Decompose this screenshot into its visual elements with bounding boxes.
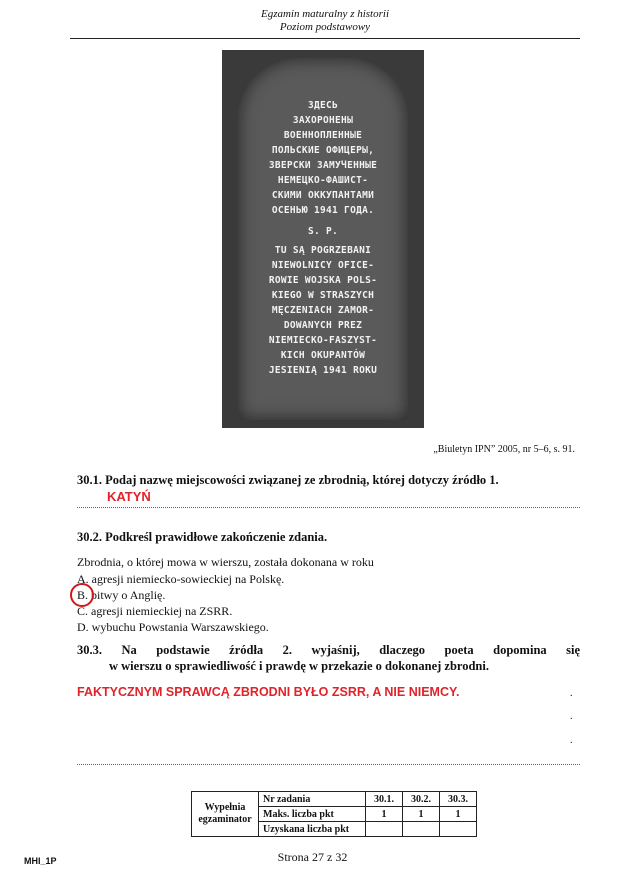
- plaque-separator: S. P.: [307, 226, 339, 237]
- row-label-max-points: Maks. liczba pkt: [259, 807, 366, 822]
- plaque-ru-line: НЕМЕЦКО-ФАШИСТ-: [277, 175, 369, 186]
- plaque-ru-line: ОСЕНЬЮ 1941 ГОДА.: [271, 205, 375, 216]
- header-level: Poziom podstawowy: [279, 21, 371, 33]
- answer-line: [77, 764, 580, 765]
- source-caption: „Biuletyn IPN” 2005, nr 5–6, s. 91.: [433, 444, 575, 455]
- plaque-pl-line: MĘCZENIACH ZAMOR-: [271, 305, 375, 316]
- dot-mark: .: [570, 688, 573, 699]
- option-d-letter: D.: [77, 620, 89, 634]
- option-d-text: wybuchu Powstania Warszawskiego.: [91, 620, 269, 634]
- question-30-1: 30.1. Podaj nazwę miejscowości związanej ze zbrodnią, której dotyczy źródło 1.: [77, 473, 499, 487]
- option-a-text: agresji niemiecko-sowieckiej na Polskę.: [91, 572, 285, 586]
- row-label-earned-points: Uzyskana liczba pkt: [259, 822, 366, 837]
- task-number-cell: 30.3.: [440, 792, 477, 807]
- plaque-ru-line: ЗВЕРСКИ ЗАМУЧЕННЫЕ: [268, 160, 378, 171]
- dot-mark: .: [570, 735, 573, 746]
- question-30-2: 30.2. Podkreśl prawidłowe zakończenie zdania.: [77, 530, 328, 544]
- plaque-pl-line: NIEMIECKO-FASZYST-: [268, 335, 378, 346]
- option-c-text: agresji niemieckiej na ZSRR.: [91, 604, 233, 618]
- plaque-ru-line: ЗАХОРОНЕНЫ: [292, 115, 354, 126]
- plaque-pl-line: KIEGO W STRASZYCH: [271, 290, 375, 301]
- row-label-task-number: Nr zadania: [259, 792, 366, 807]
- question-30-3-line1: 30.3. Na podstawie źródła 2. wyjaśnij, dlaczego poeta dopomina się: [77, 643, 580, 657]
- earned-points-cell[interactable]: [440, 822, 477, 837]
- memorial-plaque-photo: [222, 50, 424, 428]
- option-d[interactable]: [77, 619, 284, 635]
- plaque-pl-line: ROWIE WOJSKA POLS-: [268, 275, 378, 286]
- header-divider: [70, 38, 580, 39]
- plaque-stone: [238, 58, 408, 420]
- option-c-letter: C.: [77, 604, 89, 618]
- task-number-cell: 30.2.: [403, 792, 440, 807]
- header-exam-title: Egzamin maturalny z historii: [260, 8, 390, 20]
- task-number-cell: 30.1.: [366, 792, 403, 807]
- answer-30-3: FAKTYCZNYM SPRAWCĄ ZBRODNI BYŁO ZSRR, A NIE NIEMCY.: [77, 685, 460, 699]
- answer-line: [77, 507, 580, 508]
- max-points-cell: 1: [403, 807, 440, 822]
- page-number: Strona 27 z 32: [277, 850, 348, 864]
- question-30-3-line2: w wierszu o sprawiedliwość i prawdę w przekazie o dokonanej zbrodni.: [109, 659, 489, 673]
- option-a-letter: A.: [77, 572, 89, 586]
- exam-code: MHI_1P: [24, 856, 57, 866]
- max-points-cell: 1: [440, 807, 477, 822]
- option-a[interactable]: [77, 571, 284, 587]
- earned-points-cell[interactable]: [366, 822, 403, 837]
- plaque-inscription: [246, 98, 400, 378]
- plaque-pl-line: DOWANYCH PREZ: [283, 320, 363, 331]
- earned-points-cell[interactable]: [403, 822, 440, 837]
- option-c[interactable]: [77, 603, 284, 619]
- score-table: [191, 791, 477, 837]
- selected-answer-circle: [70, 583, 94, 607]
- question-30-2-stem: Zbrodnia, o której mowa w wierszu, została dokonana w roku: [77, 555, 374, 569]
- plaque-pl-line: TU SĄ POGRZEBANI: [274, 245, 372, 256]
- dot-mark: .: [570, 711, 573, 722]
- plaque-pl-line: NIEWOLNICY OFICE-: [271, 260, 375, 271]
- plaque-ru-line: ВОЕННОПЛЕННЫЕ: [283, 130, 363, 141]
- plaque-pl-line: KICH OKUPANTÓW: [280, 350, 366, 361]
- plaque-ru-line: ПОЛЬСКИЕ ОФИЦЕРЫ,: [271, 145, 375, 156]
- plaque-pl-line: JESIENIĄ 1941 ROKU: [268, 365, 378, 376]
- answer-30-1: KATYŃ: [107, 489, 151, 504]
- max-points-cell: 1: [366, 807, 403, 822]
- plaque-ru-line: СКИМИ ОККУПАНТАМИ: [271, 190, 375, 201]
- plaque-ru-line: ЗДЕСЬ: [307, 100, 339, 111]
- option-b[interactable]: [77, 587, 284, 603]
- page-header: [70, 8, 580, 34]
- options-list: [77, 571, 284, 635]
- option-b-letter: B.: [77, 588, 89, 602]
- score-table-corner: Wypełnia egzaminator: [192, 792, 259, 837]
- option-b-text: bitwy o Anglię.: [91, 588, 166, 602]
